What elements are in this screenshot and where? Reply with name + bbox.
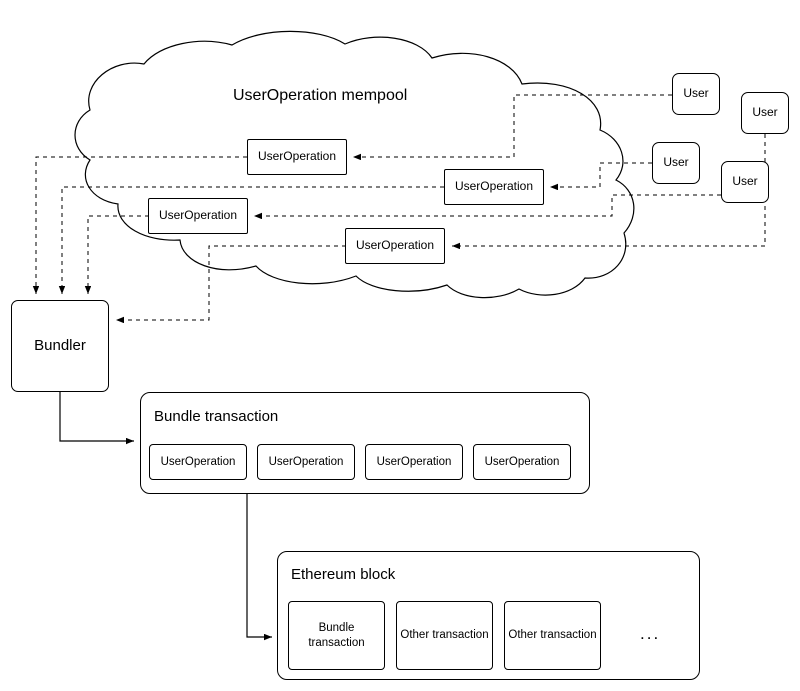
mempool-userop-4-label: UserOperation bbox=[355, 238, 435, 253]
user-node-2-label: User bbox=[752, 105, 778, 120]
mempool-label: UserOperation mempool bbox=[233, 87, 408, 104]
ethereum-block-title: Ethereum block bbox=[291, 566, 396, 583]
bundler-node[interactable] bbox=[11, 300, 109, 392]
block-transaction-3-label: Other transaction bbox=[508, 629, 597, 642]
user-node-1[interactable] bbox=[672, 73, 720, 115]
bundle-userop-1-label: UserOperation bbox=[160, 455, 236, 468]
bundle-userop-3[interactable] bbox=[365, 444, 463, 480]
mempool-userop-3-label: UserOperation bbox=[158, 208, 238, 223]
mempool-userop-2[interactable] bbox=[444, 169, 544, 205]
bundle-userop-3-label: UserOperation bbox=[376, 455, 452, 468]
mempool-userop-3[interactable] bbox=[148, 198, 248, 234]
mempool-userop-4[interactable] bbox=[345, 228, 445, 264]
bundle-userop-1[interactable] bbox=[149, 444, 247, 480]
block-transaction-2[interactable] bbox=[396, 601, 493, 670]
block-transaction-1-label: Bundle transaction bbox=[308, 622, 365, 649]
user-node-4-label: User bbox=[732, 174, 758, 189]
block-transaction-3[interactable] bbox=[504, 601, 601, 670]
mempool-userop-1[interactable] bbox=[247, 139, 347, 175]
bundle-userop-4[interactable] bbox=[473, 444, 571, 480]
block-transactions-ellipsis: ... bbox=[640, 624, 661, 643]
block-transaction-2-label: Other transaction bbox=[400, 629, 489, 642]
user-node-4[interactable] bbox=[721, 161, 769, 203]
block-transaction-1[interactable] bbox=[288, 601, 385, 670]
bundle-userop-4-label: UserOperation bbox=[484, 455, 560, 468]
bundler-label: Bundler bbox=[34, 337, 86, 355]
user-node-3-label: User bbox=[663, 155, 689, 170]
bundle-userop-2[interactable] bbox=[257, 444, 355, 480]
bundle-userop-2-label: UserOperation bbox=[268, 455, 344, 468]
user-node-2[interactable] bbox=[741, 92, 789, 134]
user-node-1-label: User bbox=[683, 86, 709, 101]
bundle-transaction-title: Bundle transaction bbox=[154, 408, 279, 425]
user-node-3[interactable] bbox=[652, 142, 700, 184]
mempool-userop-1-label: UserOperation bbox=[257, 149, 337, 164]
mempool-userop-2-label: UserOperation bbox=[454, 179, 534, 194]
